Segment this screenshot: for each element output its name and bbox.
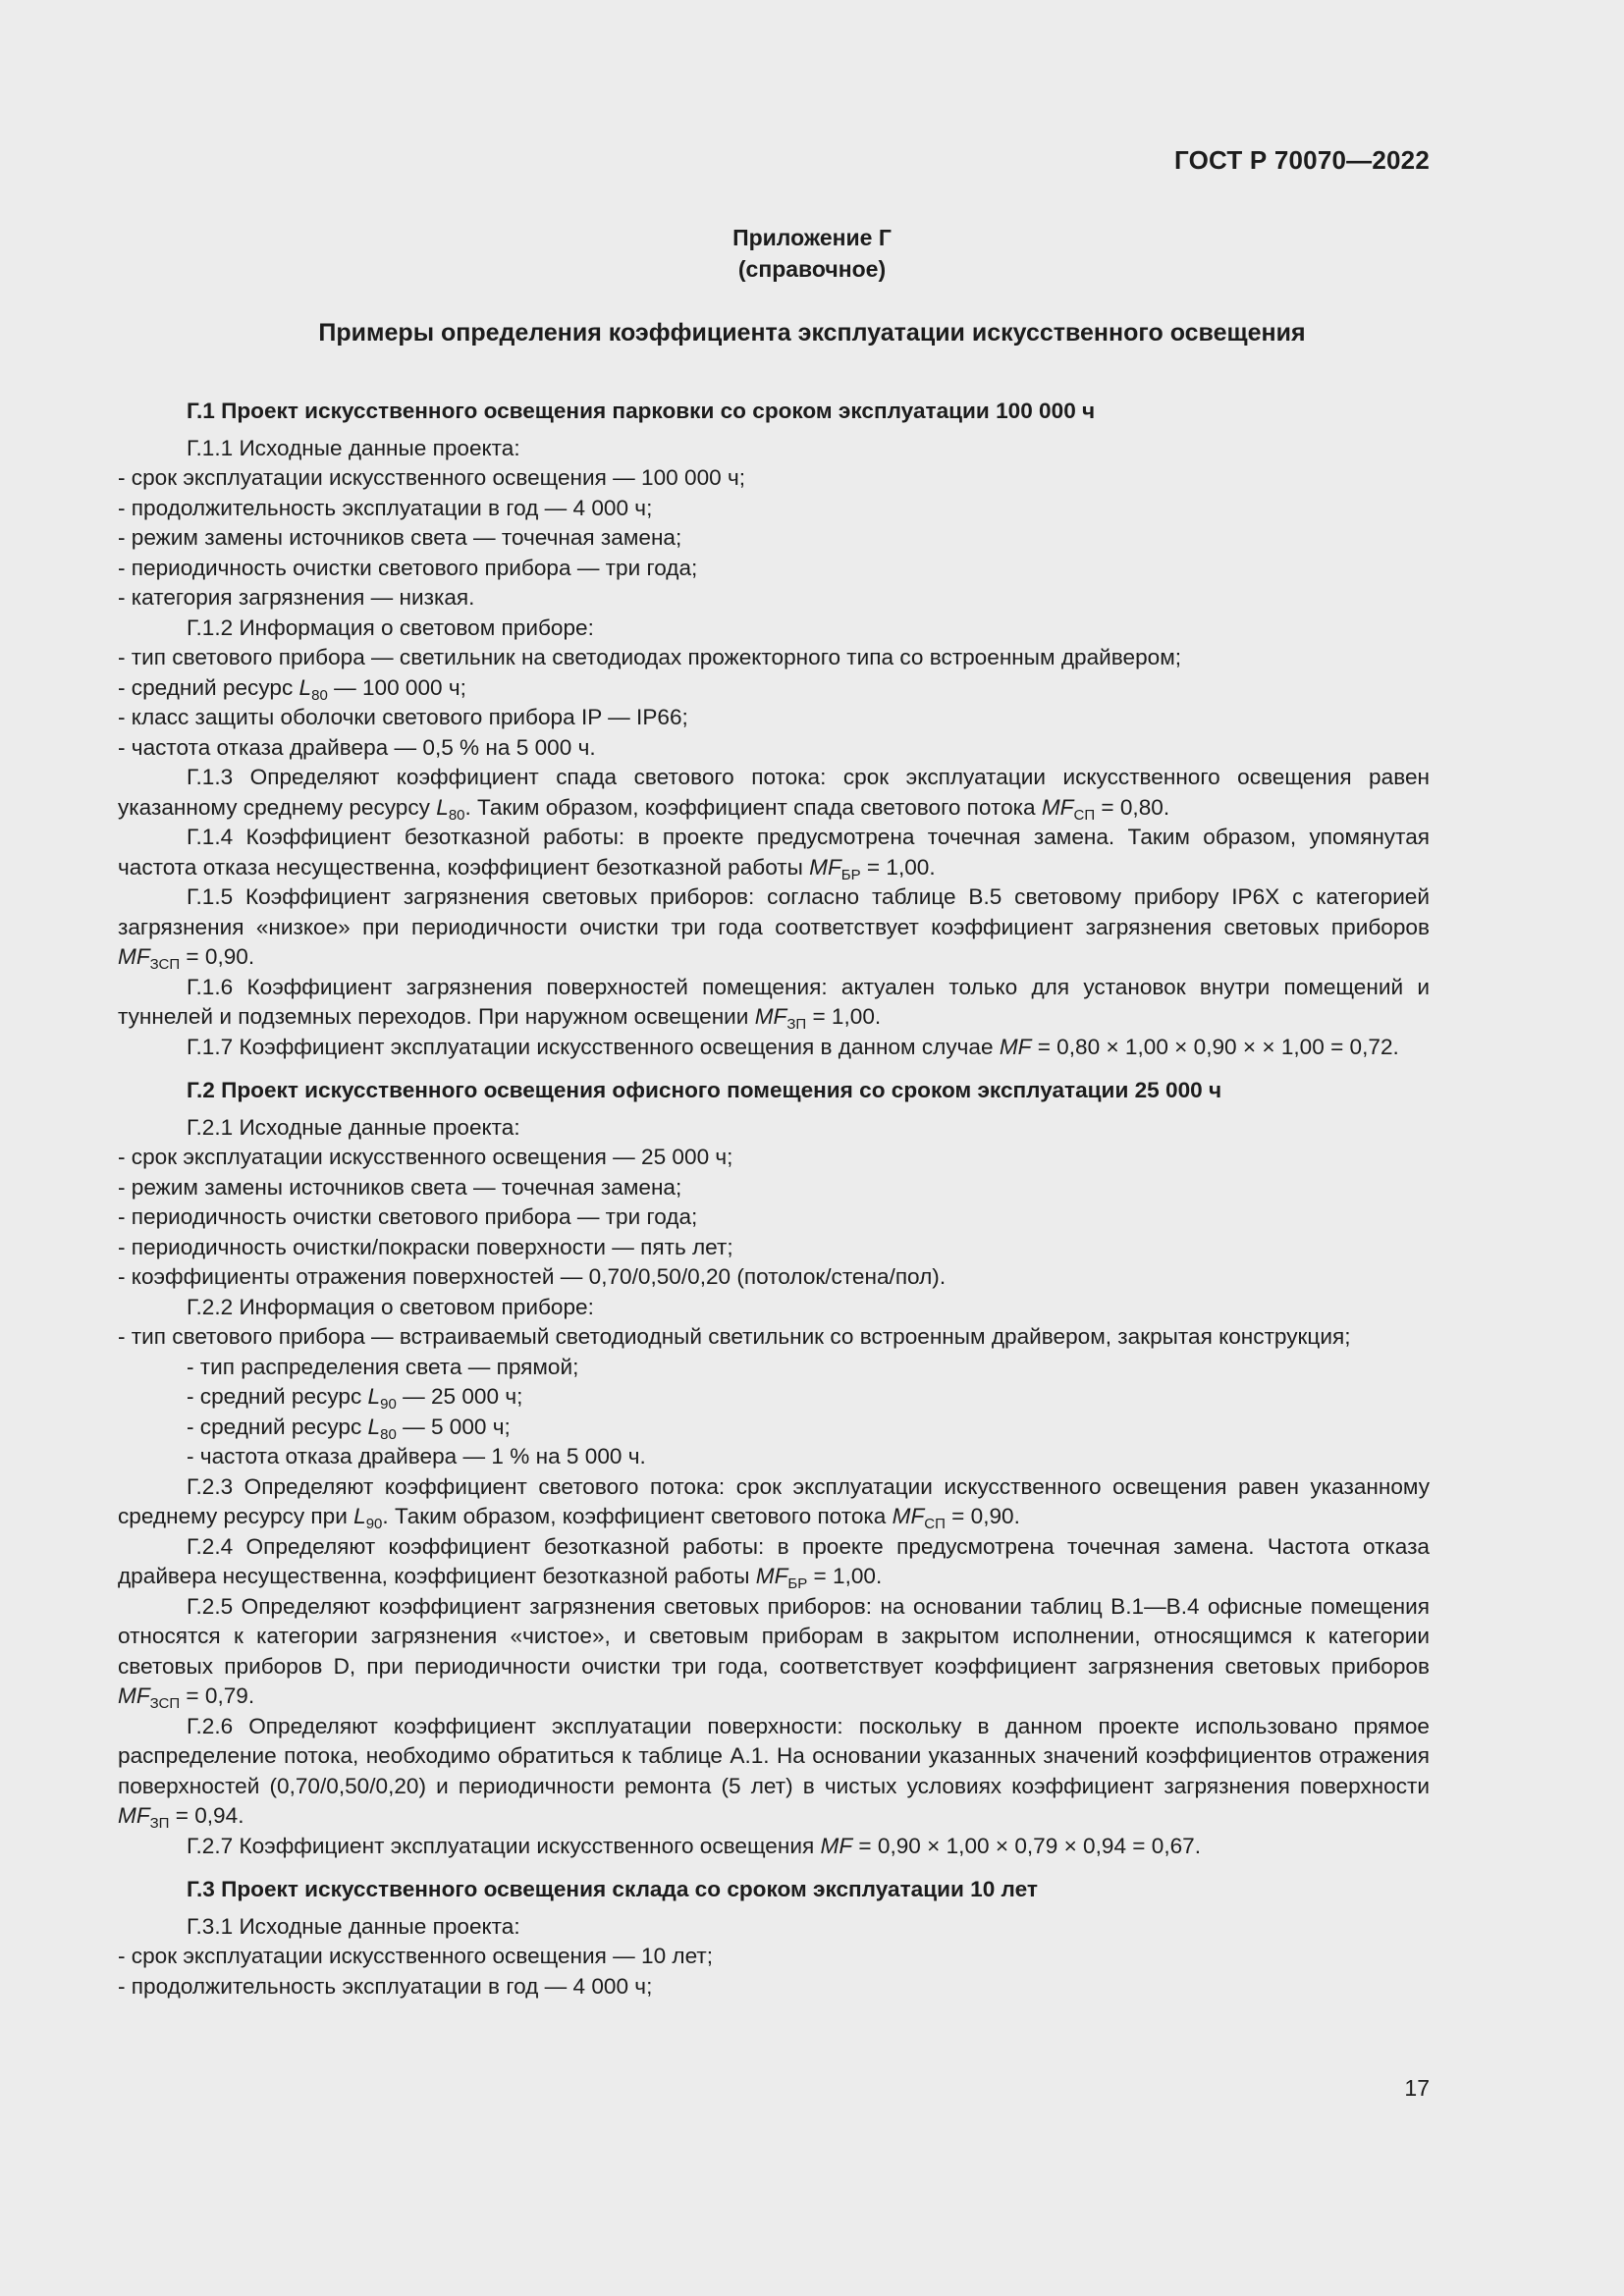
list-item: - средний ресурс $L_{80}$ — 5 000 ч; (187, 1414, 511, 1443)
paragraph-g1-3: Г.1.3 Определяют коэффициент спада светового потока: срок эксплуатации искусственного освещения равен указанному среднему ресурсу $L_{80}$. Таким образом, коэффициент спада светового потока $MF_{СП} = 0,80$. (118, 765, 1430, 824)
paragraph-g2-6: Г.2.6 Определяют коэффициент эксплуатации поверхности: поскольку в данном проекте использовано прямое распределение потока, необходимо обратиться к таблице А.1. На основании указанных значений коэффициентов отражения поверхностей (0,70/0,50/0,20) и периодичности ремонта (5 лет) в чистых условиях коэффициент загрязнения поверхности $MF_{ЗП} = 0,94$. (118, 1713, 1430, 1832)
list-item: - срок эксплуатации искусственного освещения — 25 000 ч; (118, 1145, 733, 1169)
list-item: - периодичность очистки светового прибора — три года; (118, 555, 698, 580)
list-item: - режим замены источников света — точечная замена; (118, 1174, 682, 1200)
list-item: - срок эксплуатации искусственного освещения — 10 лет; (118, 1944, 714, 1968)
paragraph-g1-4: Г.1.4 Коэффициент безотказной работы: в проекте предусмотрена точечная замена. Таким образом, упомянутая частота отказа несущественна, коэффициент безотказной работы $MF_{БР} = 1,00$. (118, 825, 1430, 883)
section-heading-g2: Г.2 Проект искусственного освещения офисного помещения со сроком эксплуатации 25 000 ч (187, 1078, 1222, 1102)
list-item: - режим замены источников света — точечная замена; (118, 525, 682, 550)
paragraph-g1-7: Г.1.7 Коэффициент эксплуатации искусственного освещения в данном случае MF = 0,80 × 1,00 × 0,90 × × 1,00 = 0,72. (187, 1034, 1399, 1059)
list-item: - категория загрязнения — низкая. (118, 585, 475, 610)
paragraph-g1-5: Г.1.5 Коэффициент загрязнения световых приборов: согласно таблице В.5 световому прибору IP6X с категорией загрязнения «низкое» при периодичности очистки три года соответствует коэффициент загрязнения световых приборов $MF_{ЗСП} = 0,90$. (118, 884, 1430, 973)
page-number: 17 (1404, 2075, 1430, 2101)
document-code: ГОСТ Р 70070—2022 (1174, 145, 1430, 175)
section-heading-g3: Г.3 Проект искусственного освещения склада со сроком эксплуатации 10 лет (187, 1877, 1038, 1901)
list-item: - частота отказа драйвера — 1 % на 5 000 ч. (187, 1444, 646, 1468)
paragraph-g2-4: Г.2.4 Определяют коэффициент безотказной работы: в проекте предусмотрена точечная замена. Частота отказа драйвера несущественна, коэффициент безотказной работы $MF_{БР} = 1,00$. (118, 1533, 1430, 1592)
paragraph-g2-7: Г.2.7 Коэффициент эксплуатации искусственного освещения MF = 0,90 × 1,00 × 0,79 × 0,94 = 0,67. (187, 1833, 1202, 1858)
list-item: - продолжительность эксплуатации в год — 4 000 ч; (118, 1973, 653, 1999)
paragraph-g1-2: Г.1.2 Информация о световом приборе: (187, 614, 594, 640)
paragraph-g1-6: Г.1.6 Коэффициент загрязнения поверхностей помещения: актуален только для установок внутри помещений и туннелей и подземных переходов. При наружном освещении $MF_{ЗП} = 1,00$. (118, 974, 1430, 1033)
paragraph-g2-1: Г.2.1 Исходные данные проекта: (187, 1114, 520, 1140)
list-item: - средний ресурс $L_{90}$ — 25 000 ч; (187, 1384, 523, 1413)
paragraph-g2-3: Г.2.3 Определяют коэффициент светового потока: срок эксплуатации искусственного освещения равен указанному среднему ресурсу при $L_{90}$. Таким образом, коэффициент светового потока $MF_{СП} = 0,90$. (118, 1473, 1430, 1532)
list-item: - периодичность очистки/покраски поверхности — пять лет; (118, 1234, 733, 1259)
list-item: - коэффициенты отражения поверхностей — 0,70/0,50/0,20 (потолок/стена/пол). (118, 1264, 947, 1289)
document-body (118, 383, 1430, 2002)
list-item: - тип светового прибора — светильник на светодиодах прожекторного типа со встроенным драйвером; (118, 645, 1182, 669)
list-item: - средний ресурс $L_{80}$ — 100 000 ч; (118, 674, 466, 704)
list-item: - тип распределения света — прямой; (187, 1354, 579, 1379)
list-item: - срок эксплуатации искусственного освещения — 100 000 ч; (118, 465, 746, 490)
paragraph-g3-1: Г.3.1 Исходные данные проекта: (187, 1913, 520, 1939)
list-item: - тип светового прибора — встраиваемый светодиодный светильник со встроенным драйвером, закрытая конструкция; (118, 1324, 1351, 1349)
appendix-kind: (справочное) (737, 256, 887, 282)
page-title: Примеры определения коэффициента эксплуатации искусственного освещения (318, 319, 1306, 347)
list-item: - периодичность очистки светового прибора — три года; (118, 1204, 698, 1229)
section-heading-g1: Г.1 Проект искусственного освещения парковки со сроком эксплуатации 100 000 ч (187, 399, 1096, 423)
appendix-label: Приложение Г (732, 225, 892, 250)
paragraph-g2-2: Г.2.2 Информация о световом приборе: (187, 1294, 594, 1319)
paragraph-g1-1: Г.1.1 Исходные данные проекта: (187, 435, 520, 460)
list-item: - продолжительность эксплуатации в год — 4 000 ч; (118, 495, 653, 520)
list-item: - класс защиты оболочки светового прибора IP — IP66; (118, 705, 688, 729)
paragraph-g2-5: Г.2.5 Определяют коэффициент загрязнения световых приборов: на основании таблиц В.1—В.4 офисные помещения относятся к категории загрязнения «чистое», и световым приборам в закрытом исполнении, относящимся к категории световых приборов D, при периодичности очистки три года, соответствует коэффициент загрязнения световых приборов $MF_{ЗСП} = 0,79$. (118, 1593, 1430, 1712)
list-item: - частота отказа драйвера — 0,5 % на 5 000 ч. (118, 734, 596, 760)
